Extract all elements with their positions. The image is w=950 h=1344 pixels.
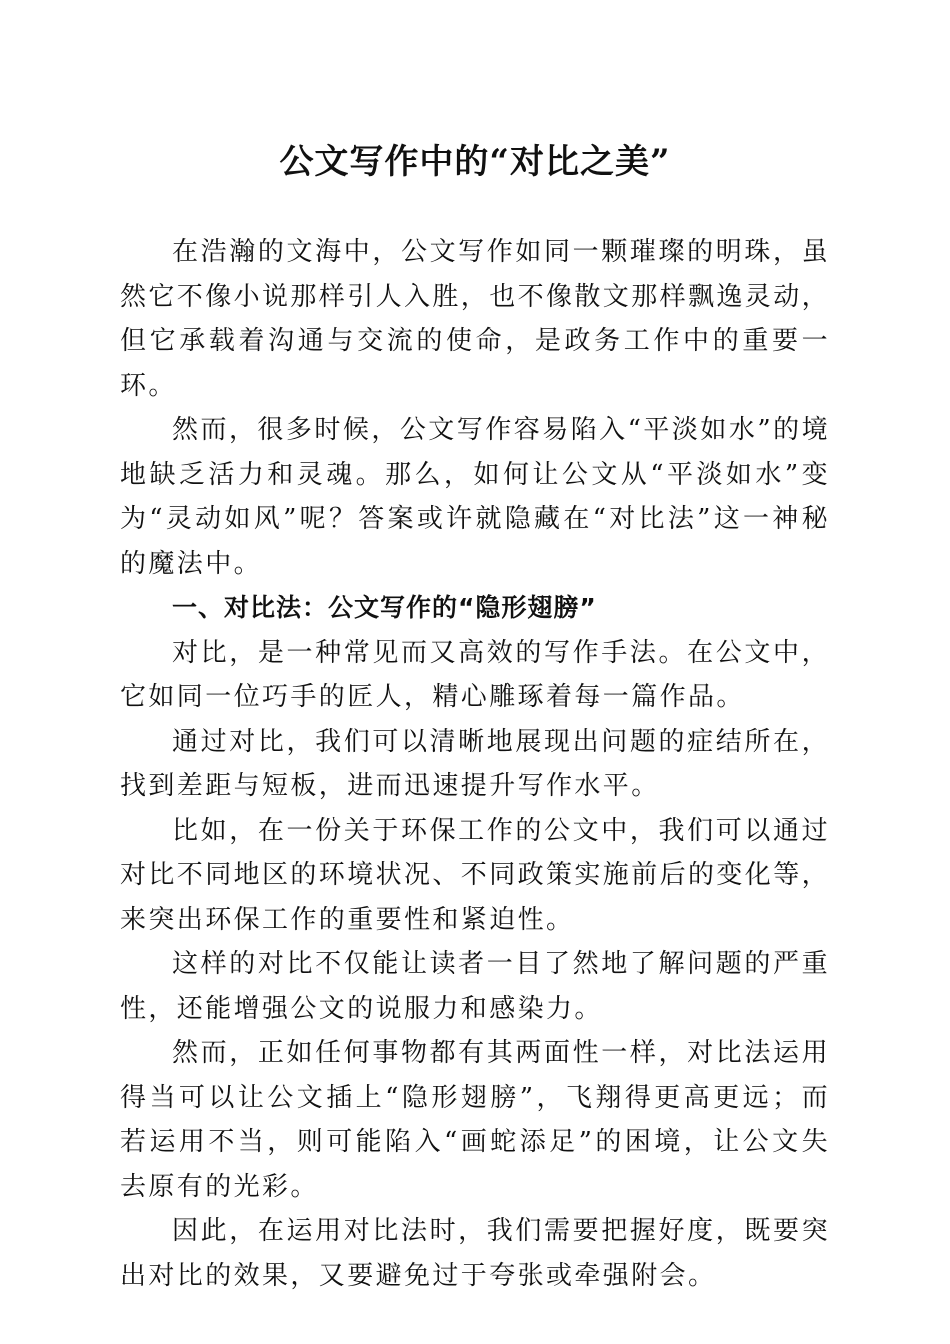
section-paragraph-1: 对比，是一种常见而又高效的写作手法。在公文中，它如同一位巧手的匠人，精心雕琢着每一篇作品。 bbox=[120, 637, 830, 712]
section-paragraph-3: 比如，在一份关于环保工作的公文中，我们可以通过对比不同地区的环境状况、不同政策实施前后的变化等，来突出环保工作的重要性和紧迫性。 bbox=[120, 815, 831, 935]
section-paragraph-5: 然而，正如任何事物都有其两面性一样，对比法运用得当可以让公文插上“隐形翅膀”，飞翔得更高更远；而若运用不当，则可能陷入“画蛇添足”的困境，让公文失去原有的光彩。 bbox=[120, 1038, 830, 1202]
section-paragraph-4: 这样的对比不仅能让读者一目了然地了解问题的严重性，还能增强公文的说服力和感染力。 bbox=[120, 949, 830, 1024]
document-title: 公文写作中的“对比之美” bbox=[279, 142, 671, 182]
intro-paragraph-2: 然而，很多时候，公文写作容易陷入“平淡如水”的境地缺乏活力和灵魂。那么，如何让公文从“平淡如水”变为“灵动如风”呢？答案或许就隐藏在“对比法”这一神秘的魔法中。 bbox=[120, 415, 830, 579]
intro-paragraph-1: 在浩瀚的文海中，公文写作如同一颗璀璨的明珠，虽然它不像小说那样引人入胜，也不像散文那样飘逸灵动，但它承载着沟通与交流的使命，是政务工作中的重要一环。 bbox=[120, 237, 831, 401]
section-paragraph-2: 通过对比，我们可以清晰地展现出问题的症结所在，找到差距与短板，进而迅速提升写作水平。 bbox=[120, 726, 830, 801]
section-paragraph-6: 因此，在运用对比法时，我们需要把握好度，既要突出对比的效果，又要避免过于夸张或牵强附会。 bbox=[120, 1216, 830, 1291]
section-heading: 一、对比法：公文写作的“隐形翅膀” bbox=[172, 593, 597, 622]
document-body bbox=[120, 230, 830, 1298]
